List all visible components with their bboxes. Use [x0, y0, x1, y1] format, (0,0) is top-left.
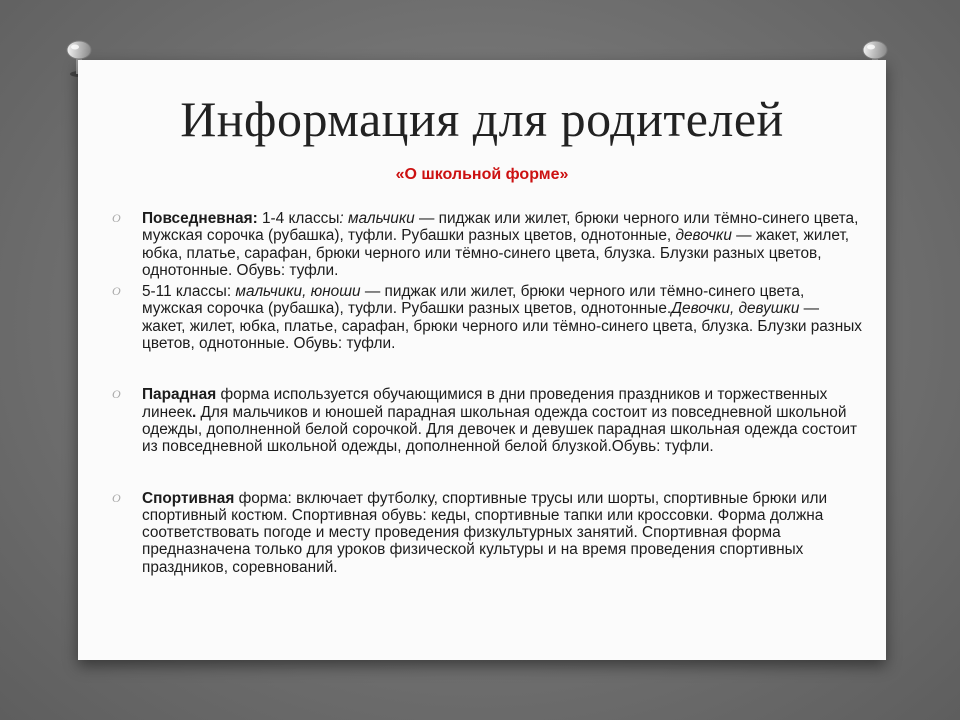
text-segment: 1-4 классы	[257, 210, 340, 227]
text-segment: — пиджак или жилет, брюки черного или тёмно-синего цвета, мужская сорочка (рубашка), туфли. Рубашки разных цветов, однотонные,	[142, 210, 859, 245]
text-segment: — жакет, жилет, юбка, платье, сарафан, брюки черного или тёмно-синего цвета, блузка. Блузки разных цветов, однотонные. Обувь: туфли.	[142, 300, 862, 353]
list-item-everyday-5-11	[112, 283, 862, 352]
text-segment: Для мальчиков и юношей парадная школьная одежда состоит из повседневной школьной одежды, дополненной белой сорочкой. Для девочек и девушек парадная школьная одежда состоит из повседневной школьной одежды, дополненной белой блузкой.Обувь: туфли.	[142, 403, 858, 456]
list-item-sport	[112, 490, 862, 576]
slide-subtitle: «О школьной форме»	[395, 166, 569, 183]
text-segment: Повседневная:	[142, 210, 258, 227]
item-text	[142, 490, 827, 576]
bullet-icon: O	[112, 387, 121, 402]
text-segment: — пиджак или жилет, брюки черного или тёмно-синего цвета, мужская сорочка (рубашка), туфли. Рубашки разных цветов, однотонные.	[142, 283, 805, 318]
item-text	[142, 283, 862, 352]
bullet-icon: O	[112, 284, 121, 299]
bullet-icon: O	[112, 490, 121, 505]
text-segment: Спортивная	[142, 489, 235, 507]
slide-card	[78, 60, 886, 660]
list-item-formal	[112, 386, 862, 455]
text-segment: .	[191, 403, 197, 421]
slide-content	[112, 210, 862, 576]
list-item-everyday-1-4	[112, 210, 862, 279]
text-segment: мальчики, юноши	[235, 283, 361, 301]
text-segment: — жакет, жилет, юбка, платье, сарафан, брюки черного или тёмно-синего цвета, блузка. Блузки разных цветов, однотонные. Обувь: туфли.	[142, 227, 850, 279]
text-segment: 5-11 классы:	[142, 283, 236, 301]
item-text	[142, 210, 858, 279]
bullet-icon: O	[112, 211, 121, 225]
slide-title: Информация для родителей	[180, 91, 784, 147]
text-segment: Парадная	[142, 386, 217, 404]
item-text	[142, 386, 857, 455]
text-segment: форма используется обучающимися в дни проведения праздников и торжественных линеек	[142, 386, 828, 421]
text-segment: Девочки, девушки	[671, 300, 800, 318]
text-segment: форма: включает футболку, спортивные трусы или шорты, спортивные брюки или спортивный костюм. Спортивная обувь: кеды, спортивные тапки или кроссовки. Форма должна соответствовать погоде и месту проведения физкультурных занятий. Спортивная форма предназначена только для уроков физической культуры и на время проведения спортивных праздников, соревнований.	[142, 489, 828, 576]
text-segment: девочки	[675, 227, 732, 245]
text-segment: : мальчики	[339, 210, 415, 227]
